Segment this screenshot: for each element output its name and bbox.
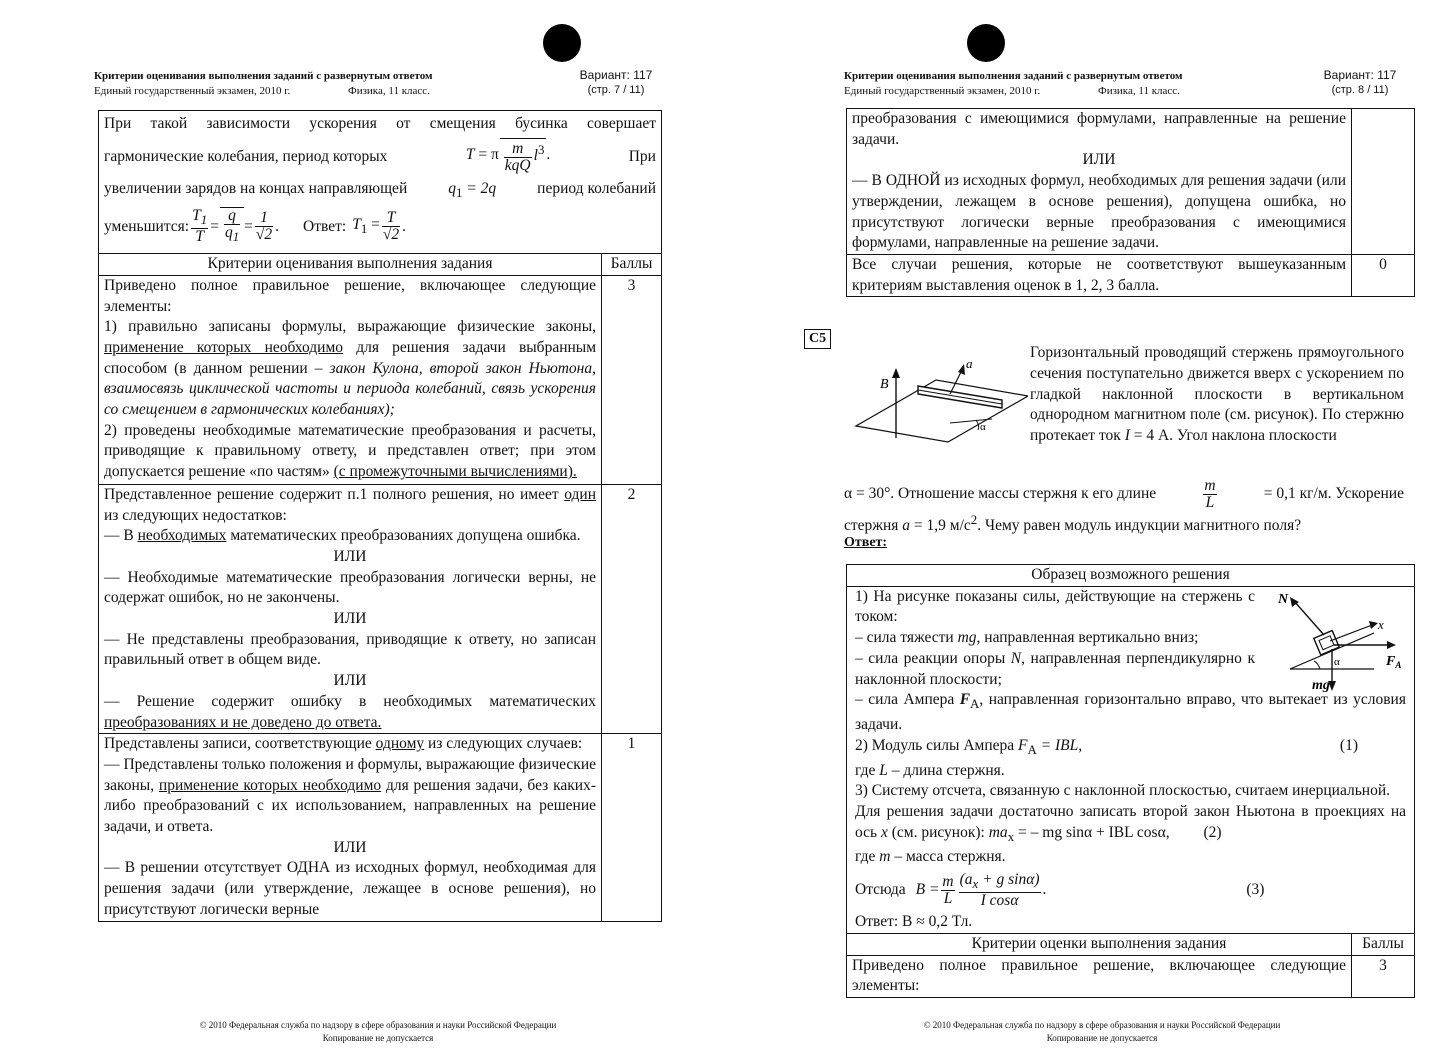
footer-notice: Копирование не допускается [1046,1033,1158,1043]
footer-copyright: © 2010 Федеральная служба по надзору в сфере образования и науки Российской Федерации [199,1020,557,1030]
criteria-header-row [99,254,662,276]
force-label-mg: mg [1312,677,1330,693]
force-diagram [1274,589,1406,693]
figure-label-a: a [966,356,973,371]
header-title: Критерии оценивания выполнения заданий с развернутым ответом [94,70,433,82]
header-variant: Вариант: 117 [579,68,653,82]
criteria-row-1: Представлены записи, соответствующие одному из следующих случаев: — Представлены только положения и формулы, выражающие физические законы, применение которых необходимо для решения задачи, без каких-либо преобразований с их использованием, направленных на решение задачи, и ответа. ИЛИ — В решении отсутствует ОДНА из исходных формул, необходимая для решения задачи (или утверждение, лежащее в основе решения), но присутствуют логически верные 1 [99,734,662,921]
task-text-line-2: α = 30°. Отношение массы стержня к его длине $\frac{m}{L}$ = 0,1 кг/м. Ускорение [844,477,1404,511]
footer-copyright: © 2010 Федеральная служба по надзору в сфере образования и науки Российской Федерации [923,1020,1281,1030]
score-3: 3 [602,275,662,484]
solution-formula-B: Отсюда B = $\frac{m}{L}$ $\frac{(a_x + g \sin\alpha)}{\text{I cosα}}$ . (3) [855,870,1265,909]
footer-notice: Копирование не допускается [322,1033,434,1043]
score-header: Баллы [602,254,662,276]
answer-label: Ответ: [844,535,888,550]
score-2: 2 [602,484,662,733]
header-exam: Единый государственный экзамен, 2010 г. [844,85,1041,97]
figure-label-B: B [880,377,889,392]
punch-hole [543,24,581,62]
task-text-line-3: стержня a = 1,9 $м/с^2$. Чему равен модуль индукции магнитного поля? [844,512,1302,535]
solution-line-3: увеличении зарядов на концах направляющей $q_1 = 2q$ период колебаний [104,180,656,201]
score-header: Баллы [1352,933,1415,955]
figure-label-alpha: α [980,421,986,433]
solution-header-row [847,565,1415,587]
solution-table [846,564,1415,998]
force-label-N: N [1278,591,1289,607]
criteria-header-row [847,933,1415,955]
header-page-number: (стр. 7 / 11) [587,84,645,96]
punch-hole [967,24,1005,62]
solution-end-row [99,111,662,254]
header-title: Критерии оценивания выполнения заданий с развернутым ответом [844,70,1183,82]
header-page-number: (стр. 8 / 11) [1331,84,1389,96]
criteria-table-left [98,110,662,922]
solution-line-2: гармонические колебания, период которых T = π $\frac{m}{\text{kqQ}}$ $l^3$ . При [104,139,656,174]
criteria-row-1-cont: преобразования с имеющимися формулами, направленные на решение задачи. ИЛИ — В ОДНОЙ из исходных формул, необходимых для решения задачи (или утверждении, лежащем в основе решения), допущена ошибка, но присутствуют логически верные преобразования с имеющимися формулами, направленные на решение задачи. [847,109,1415,255]
task-code-badge: C5 [804,329,831,349]
task-text: Горизонтальный проводящий стержень прямоугольного сечения поступательно движется вверх с ускорением по гладкой наклонной плоскости в вертикальном однородном магнитном поле (см. рисунок). По стержню протекает ток I = 4 А. Угол наклона плоскости [1030,344,1404,445]
score-1: 1 [602,734,662,921]
header-variant: Вариант: 117 [1323,68,1397,82]
angle-label-alpha: α [1334,655,1340,668]
criteria-row-3: Приведено полное правильное решение, включающее следующие элементы: 3 [847,955,1415,997]
solution-line-1: При такой зависимости ускорения от смещения бусинка совершает [104,115,656,132]
criteria-row-3: Приведено полное правильное решение, включающее следующие элементы: 1) правильно записаны формулы, выражающие физические законы, применение которых необходимо для решения задачи выбранным способом (в данном решении – закон Кулона, второй закон Ньютона, взаимосвязь циклической частоты и периода колебаний, связь ускорения со смещением в гармонических колебаниях); 2) проведены необходимые математические преобразования и расчеты, приводящие к правильному ответу, и представлен ответ; при этом допускается решение «по частям» (с промежуточными вычислениями). 3 [99,275,662,484]
header-subject: Физика, 11 класс. [1098,85,1180,97]
solution-header: Образец возможного решения [847,565,1415,587]
inclined-plane-figure [852,346,1028,448]
criteria-header: Критерии оценки выполнения задания [847,933,1352,955]
header-exam: Единый государственный экзамен, 2010 г. [94,85,291,97]
criteria-row-0: Все случаи решения, которые не соответствуют вышеуказанным критериям выставления оценок в 1, 2, 3 балла. 0 [847,254,1415,296]
score-3: 3 [1352,955,1415,997]
period-formula: T = π $\frac{m}{\text{kqQ}}$ $l^3$ . [465,139,551,174]
solution-line-4: уменьшится: $\frac{T_1}{T}$ = $\frac{q}{q_1}$ = $\frac{1}{√2}$ . Ответ: $T_1$ = $\frac{T}{√2}$ . [104,206,407,245]
axis-label-x: x [1378,616,1384,632]
score-0: 0 [1352,254,1415,296]
force-label-FA: $F_A$ [1386,653,1402,670]
header-subject: Физика, 11 класс. [348,85,430,97]
solution-body-row: 1) На рисунке показаны силы, действующие на стержень с током: – сила тяжести mg, направленная вертикально вниз; – сила реакции опоры N, направленная перпендикулярно к наклонной плоскости; N x $F_A$ α mg – сила Ампера $F_A$, направленная горизонтально вправо, что вытекает из условия задачи. 2) Модуль силы Ампера $F_A$ = IBL, (1) где L – длина стержня. 3) Систему отсчета, связанную с наклонной плоскостью, считаем инерциальной. Для решения задачи достаточно записать второй закон Ньютона в проекциях на ось x (см. рисунок): $ma_x$ = – mg sinα + IBL cosα, (2) где m – масса стержня. Отсюда B = $\frac{m}{L}$ $\frac{(a_x + g \sin\alpha)}{\text{I cosα}}$ . (3) Ответ: B ≈ 0,2 Тл. [847,586,1415,933]
page-right [726,0,1452,1064]
criteria-header: Критерии оценивания выполнения задания [99,254,602,276]
criteria-row-2: Представленное решение содержит п.1 полного решения, но имеет один из следующих недостатков: — В необходимых математических преобразованиях допущена ошибка. ИЛИ — Необходимые математические преобразования логически верны, не содержат ошибок, но не закончены. ИЛИ — Не представлены преобразования, приводящие к ответу, но записан правильный ответ в общем виде. ИЛИ — Решение содержит ошибку в необходимых математических преобразованиях и не доведено до ответа. 2 [99,484,662,733]
criteria-table-cont [846,108,1415,297]
